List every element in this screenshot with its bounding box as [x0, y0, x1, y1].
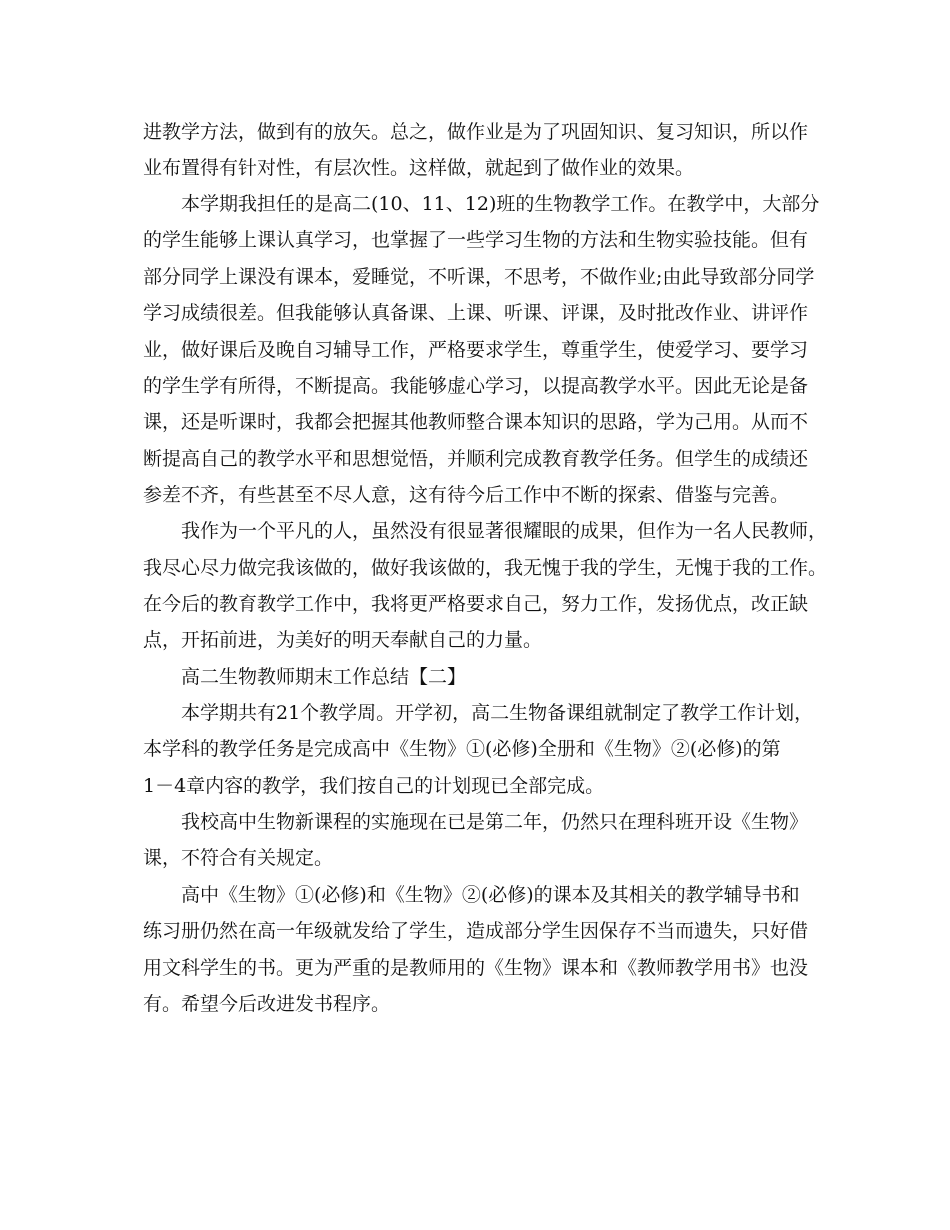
text-line: 的学生学有所得，不断提高。我能够虚心学习，以提高教学水平。因此无论是备: [143, 375, 809, 397]
text-line: 课，不符合有关规定。: [143, 847, 334, 869]
text-line: 断提高自己的教学水平和思想觉悟，并顺利完成教育教学任务。但学生的成绩还: [143, 448, 809, 470]
text-line: 练习册仍然在高一年级就发给了学生，造成部分学生因保存不当而遗失，只好借: [143, 920, 809, 942]
paragraph-start-line: 本学期共有21个教学周。开学初，高二生物备课组就制定了教学工作计划，: [181, 702, 814, 724]
text-line: 本学科的教学任务是完成高中《生物》①(必修)全册和《生物》②(必修)的第: [143, 738, 781, 760]
text-line: 用文科学生的书。更为严重的是教师用的《生物》课本和《教师教学用书》也没: [143, 957, 809, 979]
section-heading: 高二生物教师期末工作总结【二】: [181, 666, 467, 688]
text-line: 点，开拓前进，为美好的明天奉献自己的力量。: [143, 629, 543, 651]
text-line: 参差不齐，有些甚至不尽人意，这有待今后工作中不断的探索、借鉴与完善。: [143, 484, 790, 506]
text-line: 业，做好课后及晚自习辅导工作，严格要求学生，尊重学生，使爱学习、要学习: [143, 339, 809, 361]
text-line: 1－4章内容的教学，我们按自己的计划现已全部完成。: [143, 775, 605, 797]
text-line: 课，还是听课时，我都会把握其他教师整合课本知识的思路，学为己用。从而不: [143, 411, 809, 433]
paragraph-start-line: 高中《生物》①(必修)和《生物》②(必修)的课本及其相关的教学辅导书和: [181, 884, 800, 906]
paragraph-start-line: 我校高中生物新课程的实施现在已是第二年，仍然只在理科班开设《生物》: [181, 811, 809, 833]
text-line: 的学生能够上课认真学习，也掌握了一些学习生物的方法和生物实验技能。但有: [143, 229, 809, 251]
text-line: 在今后的教育教学工作中，我将更严格要求自己，努力工作，发扬优点，改正缺: [143, 593, 809, 615]
text-line: 部分同学上课没有课本，爱睡觉，不听课，不思考，不做作业;由此导致部分同学: [143, 266, 815, 288]
text-line: 学习成绩很差。但我能够认真备课、上课、听课、评课，及时批改作业、讲评作: [143, 302, 809, 324]
text-line: 我尽心尽力做完我该做的，做好我该做的，我无愧于我的学生，无愧于我的工作。: [143, 557, 828, 579]
paragraph-start-line: 我作为一个平凡的人，虽然没有很显著很耀眼的成果，但作为一名人民教师，: [181, 520, 828, 542]
text-line: 有。希望今后改进发书程序。: [143, 993, 391, 1015]
text-line: 业布置得有针对性，有层次性。这样做，就起到了做作业的效果。: [143, 157, 695, 179]
text-line: 进教学方法，做到有的放矢。总之，做作业是为了巩固知识、复习知识，所以作: [143, 121, 809, 143]
paragraph-start-line: 本学期我担任的是高二(10、11、12)班的生物教学工作。在教学中，大部分: [181, 193, 820, 215]
